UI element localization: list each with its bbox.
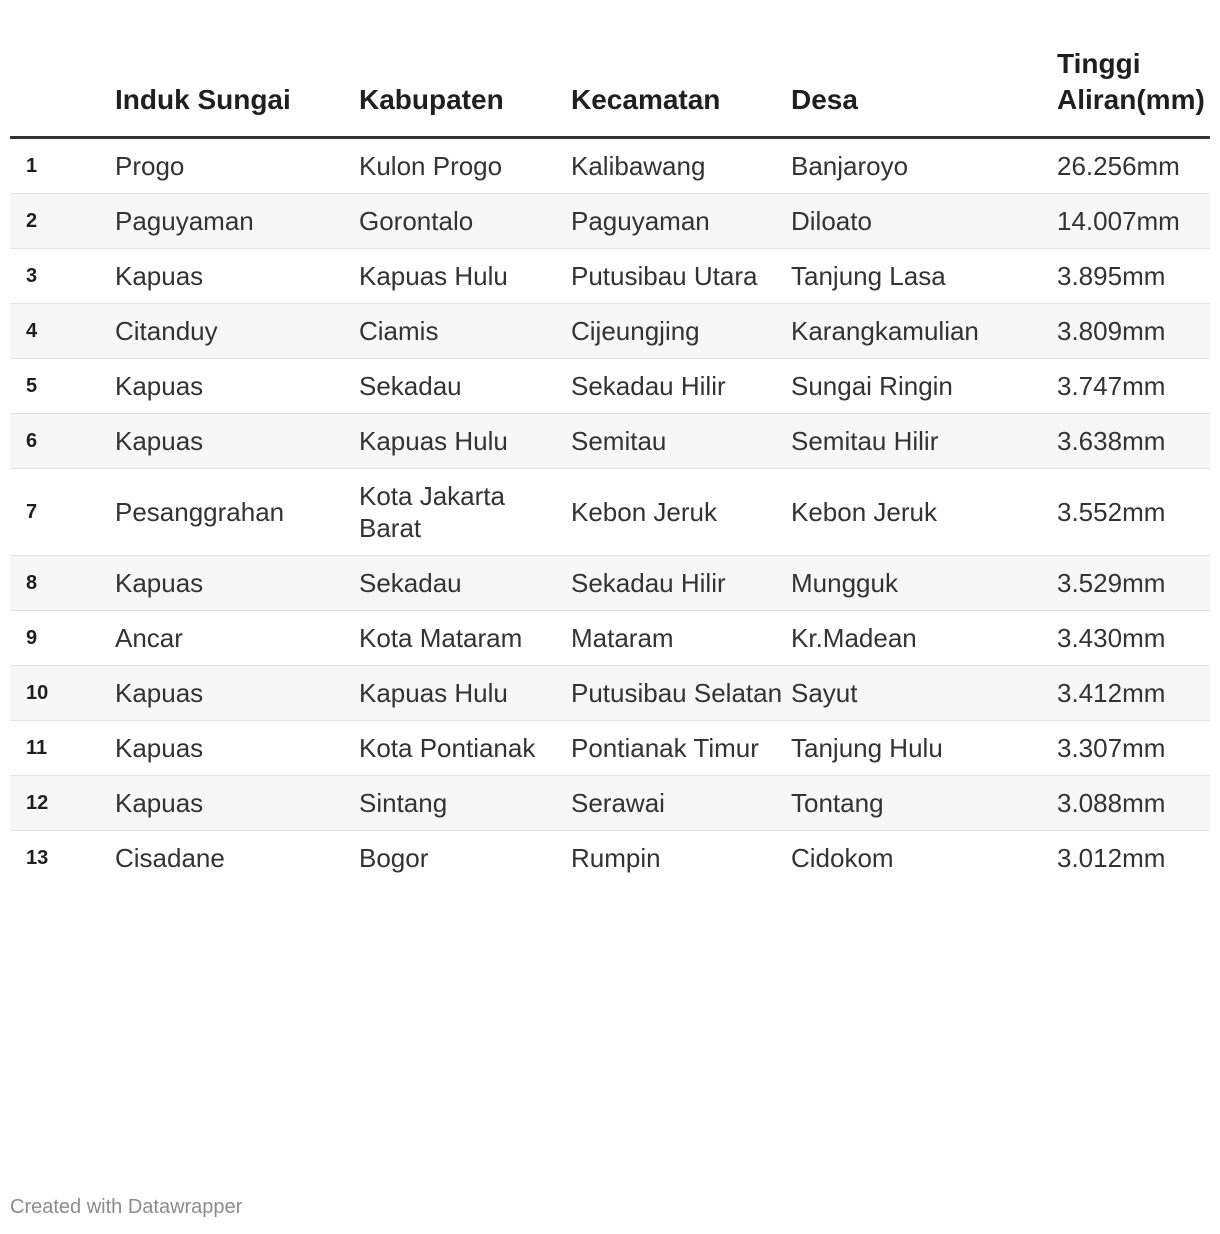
cell-desa: Semitau Hilir xyxy=(791,414,1057,469)
column-header-kecamatan[interactable]: Kecamatan xyxy=(571,38,791,138)
table-body xyxy=(10,138,1210,886)
cell-rank: 7 xyxy=(10,469,115,556)
cell-tinggi-aliran: 3.552mm xyxy=(1057,469,1210,556)
table-row xyxy=(10,304,1210,359)
cell-tinggi-aliran: 3.412mm xyxy=(1057,666,1210,721)
cell-rank: 5 xyxy=(10,359,115,414)
cell-desa: Sungai Ringin xyxy=(791,359,1057,414)
cell-rank: 11 xyxy=(10,721,115,776)
cell-desa: Cidokom xyxy=(791,843,894,873)
cell-kabupaten: Ciamis xyxy=(359,304,571,359)
data-table xyxy=(10,38,1210,885)
cell-induk-sungai: Citanduy xyxy=(115,304,359,359)
cell-kecamatan: Semitau xyxy=(571,414,791,469)
cell-rank: 3 xyxy=(10,249,115,304)
cell-kabupaten: Sekadau xyxy=(359,556,571,611)
cell-tinggi-aliran: 3.307mm xyxy=(1057,721,1210,776)
cell-desa: Tanjung Lasa xyxy=(791,249,1057,304)
cell-desa: Kr.Madean xyxy=(791,611,1057,666)
table-row xyxy=(10,414,1210,469)
cell-rank: 1 xyxy=(10,138,115,194)
cell-induk-sungai: Kapuas xyxy=(115,721,359,776)
cell-rank: 12 xyxy=(10,776,115,831)
cell-induk-sungai: Progo xyxy=(115,138,359,194)
table-row xyxy=(10,666,1210,721)
cell-tinggi-aliran: 14.007mm xyxy=(1057,194,1210,249)
cell-rank: 13 xyxy=(26,847,49,869)
table-row xyxy=(10,138,1210,194)
table-row xyxy=(10,249,1210,304)
table-row xyxy=(10,556,1210,611)
cell-kecamatan: Paguyaman xyxy=(571,194,791,249)
data-table-container xyxy=(10,38,1210,885)
cell-induk-sungai: Kapuas xyxy=(115,556,359,611)
cell-kabupaten: Sekadau xyxy=(359,359,571,414)
cell-induk-sungai: Kapuas xyxy=(115,776,359,831)
table-header xyxy=(10,38,1210,138)
table-row xyxy=(10,359,1210,414)
cell-rank: 8 xyxy=(10,556,115,611)
table-row xyxy=(10,469,1210,556)
cell-induk-sungai: Kapuas xyxy=(115,249,359,304)
cell-tinggi-aliran: 3.747mm xyxy=(1057,359,1210,414)
cell-kabupaten: Kulon Progo xyxy=(359,138,571,194)
cell-kecamatan: Kebon Jeruk xyxy=(571,469,791,556)
table-row xyxy=(10,776,1210,831)
cell-induk-sungai: Kapuas xyxy=(115,359,359,414)
cell-desa: Kebon Jeruk xyxy=(791,469,1057,556)
column-header-induk-sungai[interactable]: Induk Sungai xyxy=(115,38,359,138)
cell-kecamatan: Cijeungjing xyxy=(571,304,791,359)
table-row xyxy=(10,194,1210,249)
column-header-tinggi-aliran[interactable]: Tinggi Aliran(mm) xyxy=(1057,38,1210,138)
cell-induk-sungai: Kapuas xyxy=(115,414,359,469)
cell-kecamatan: Sekadau Hilir xyxy=(571,359,791,414)
cell-desa: Mungguk xyxy=(791,556,1057,611)
cell-tinggi-aliran: 3.088mm xyxy=(1057,776,1210,831)
cell-kecamatan: Serawai xyxy=(571,776,791,831)
cell-desa: Tanjung Hulu xyxy=(791,721,1057,776)
cell-induk-sungai: Cisadane xyxy=(115,843,225,873)
cell-desa: Tontang xyxy=(791,776,1057,831)
cell-tinggi-aliran: 26.256mm xyxy=(1057,138,1210,194)
cell-kecamatan: Pontianak Timur xyxy=(571,721,791,776)
cell-kecamatan: Sekadau Hilir xyxy=(571,556,791,611)
cell-tinggi-aliran: 3.430mm xyxy=(1057,611,1210,666)
cell-rank: 2 xyxy=(10,194,115,249)
cell-rank: 6 xyxy=(10,414,115,469)
cell-rank: 4 xyxy=(10,304,115,359)
cell-kecamatan: Kalibawang xyxy=(571,138,791,194)
cell-kabupaten: Kota Mataram xyxy=(359,611,571,666)
cell-rank: 9 xyxy=(10,611,115,666)
cell-induk-sungai: Ancar xyxy=(115,611,359,666)
cell-rank: 10 xyxy=(10,666,115,721)
cell-kabupaten: Kapuas Hulu xyxy=(359,414,571,469)
table-row xyxy=(10,831,1210,886)
cell-kabupaten: Kapuas Hulu xyxy=(359,249,571,304)
cell-kecamatan: Putusibau Utara xyxy=(571,249,791,304)
cell-kabupaten: Gorontalo xyxy=(359,194,571,249)
cell-tinggi-aliran: 3.638mm xyxy=(1057,414,1210,469)
cell-kabupaten: Bogor xyxy=(359,843,429,873)
cell-tinggi-aliran: 3.895mm xyxy=(1057,249,1210,304)
cell-kecamatan: Putusibau Selatan xyxy=(571,666,791,721)
cell-induk-sungai: Kapuas xyxy=(115,666,359,721)
cell-kabupaten: Kota Pontianak xyxy=(359,721,571,776)
cell-kabupaten: Kapuas Hulu xyxy=(359,666,571,721)
cell-tinggi-aliran: 3.529mm xyxy=(1057,556,1210,611)
table-row xyxy=(10,611,1210,666)
cell-desa: Diloato xyxy=(791,194,1057,249)
cell-kabupaten: Kota Jakarta Barat xyxy=(359,469,571,556)
cell-kecamatan: Rumpin xyxy=(571,843,661,873)
cell-desa: Sayut xyxy=(791,666,1057,721)
cell-induk-sungai: Pesanggrahan xyxy=(115,469,359,556)
datawrapper-credit: Created with Datawrapper xyxy=(10,1196,243,1218)
cell-kecamatan: Mataram xyxy=(571,611,791,666)
cell-desa: Karangkamulian xyxy=(791,304,1057,359)
cell-kabupaten: Sintang xyxy=(359,776,571,831)
header-row xyxy=(10,38,1210,138)
cell-tinggi-aliran: 3.012mm xyxy=(1057,843,1166,873)
column-header-rank[interactable] xyxy=(10,38,115,138)
column-header-kabupaten[interactable]: Kabupaten xyxy=(359,38,571,138)
cell-desa: Banjaroyo xyxy=(791,138,1057,194)
cell-tinggi-aliran: 3.809mm xyxy=(1057,304,1210,359)
cell-induk-sungai: Paguyaman xyxy=(115,194,359,249)
table-row xyxy=(10,721,1210,776)
column-header-desa[interactable]: Desa xyxy=(791,38,1057,138)
